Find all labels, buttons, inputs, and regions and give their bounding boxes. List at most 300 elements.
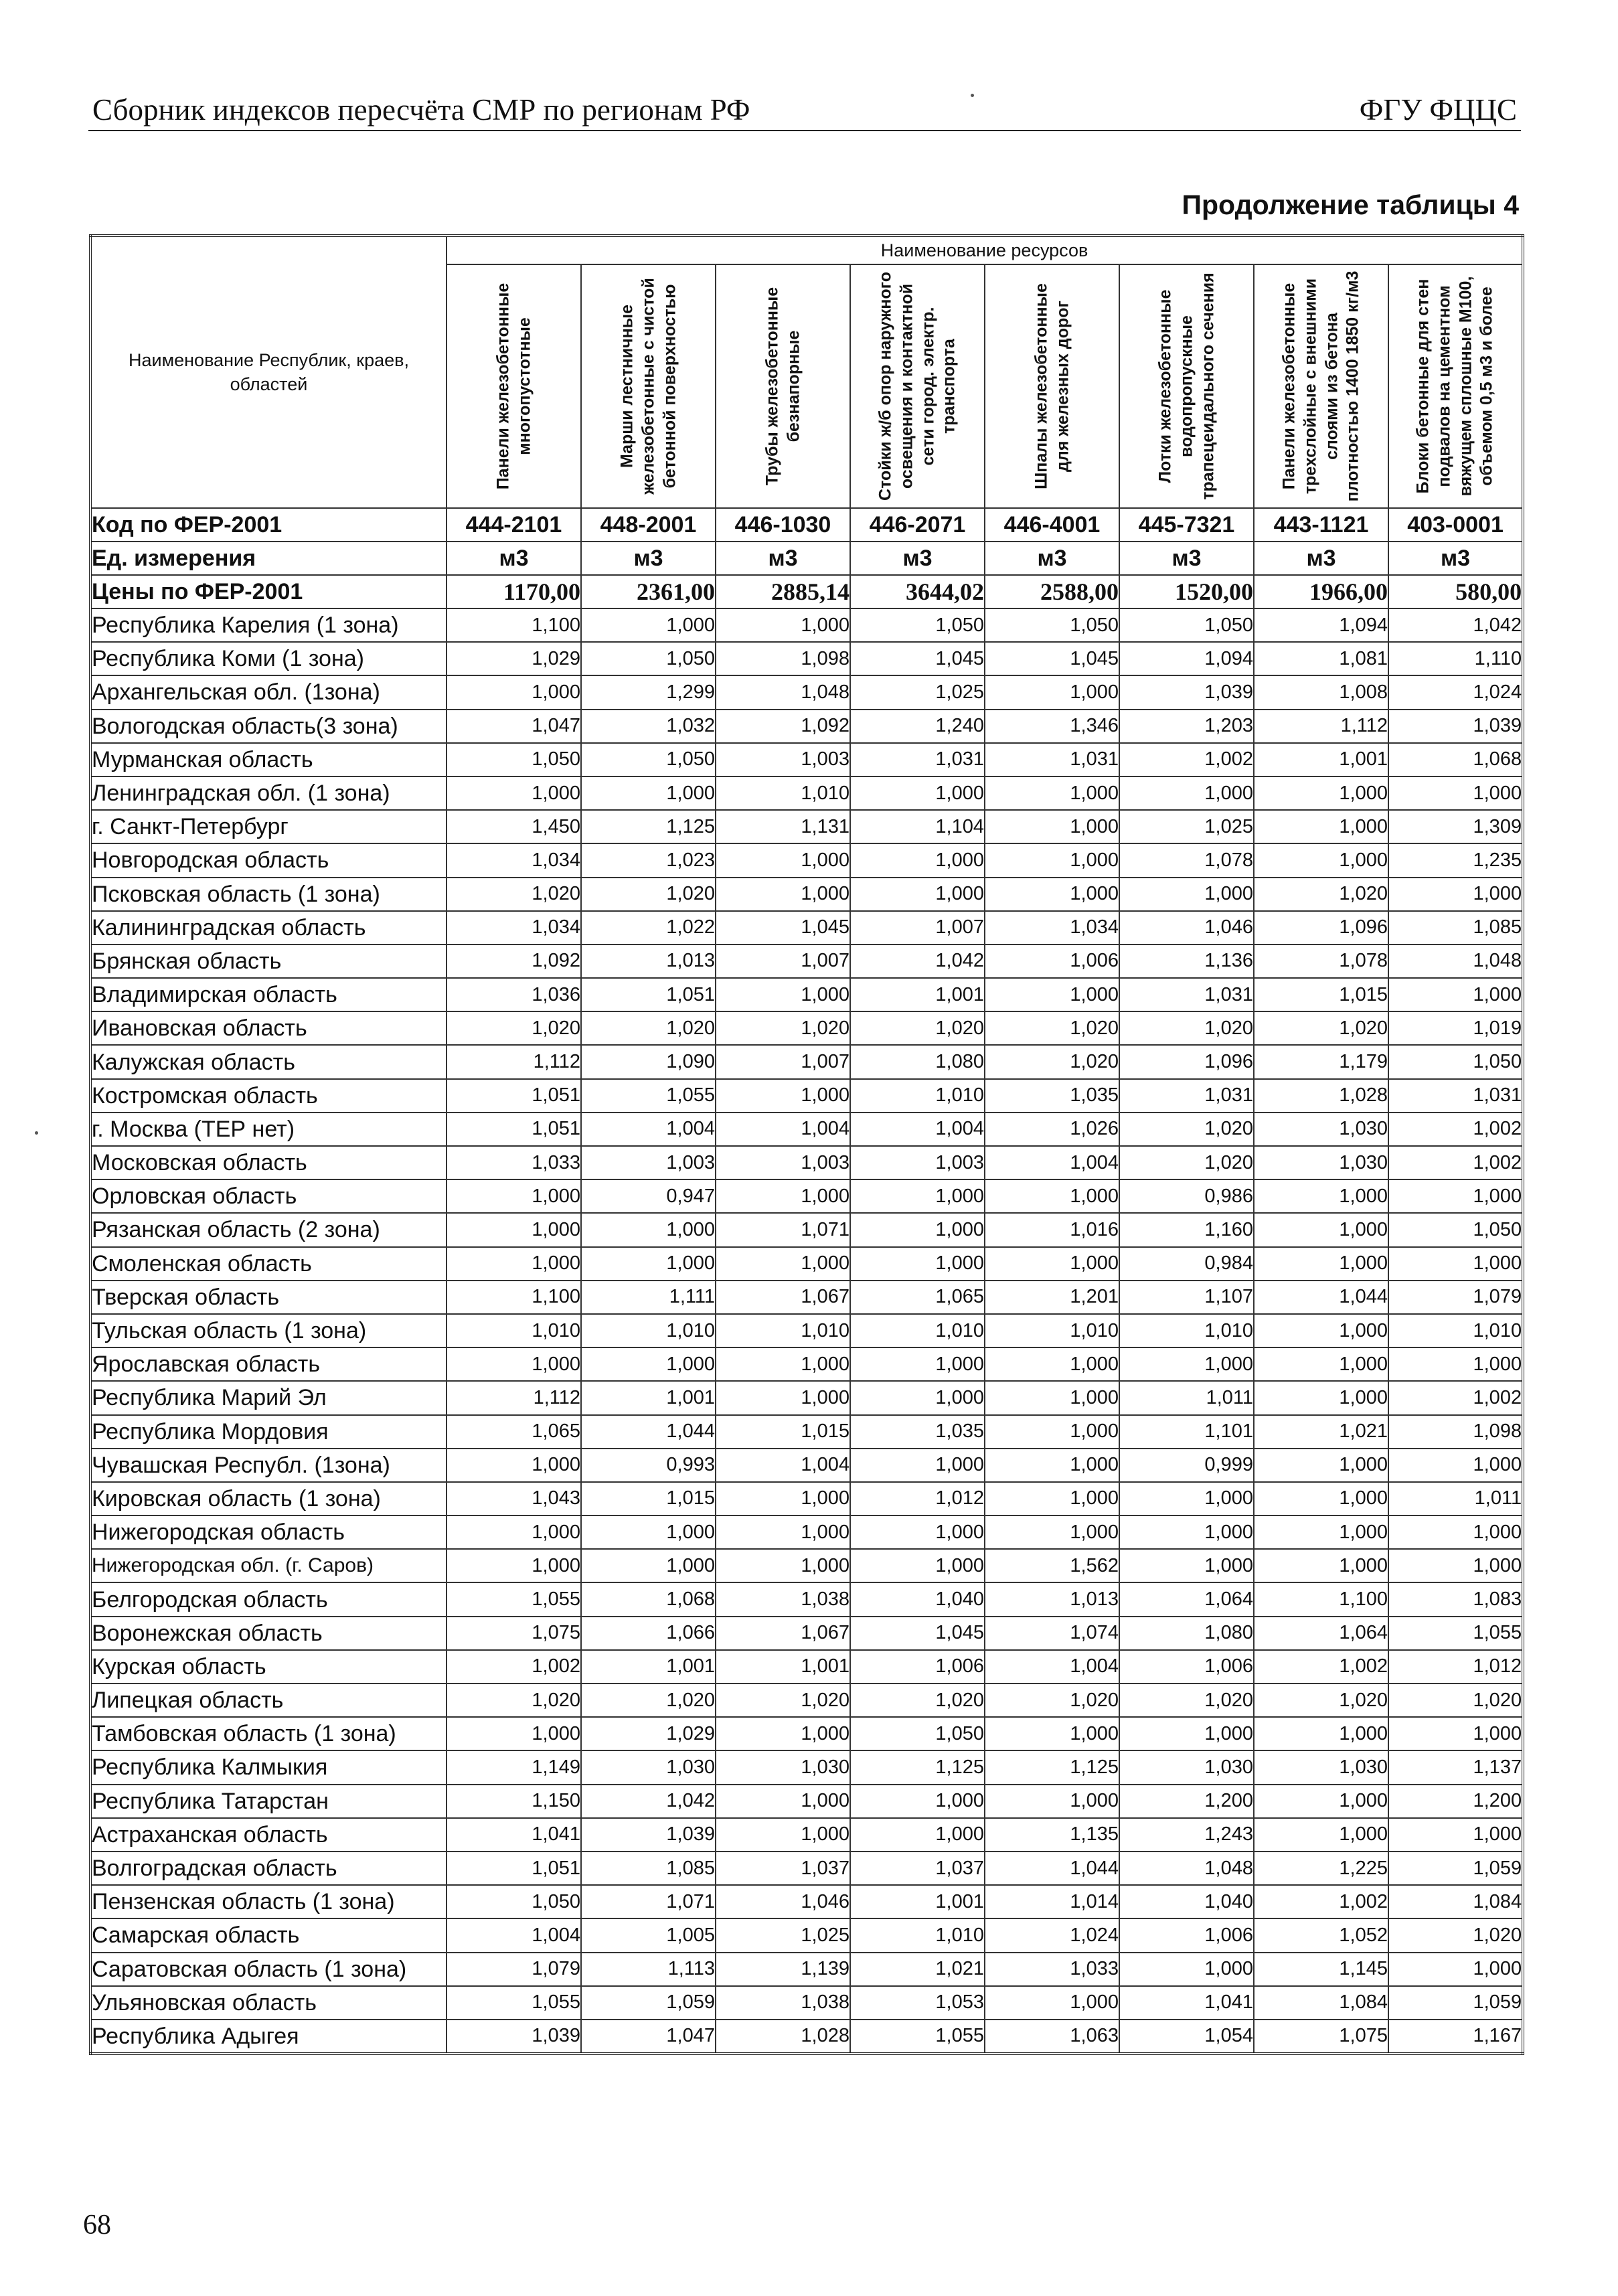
- region-name: Рязанская область (2 зона): [90, 1213, 447, 1246]
- region-name: Ярославская область: [90, 1347, 447, 1381]
- index-value: 1,055: [447, 1986, 581, 2020]
- index-value: 1,050: [985, 608, 1119, 642]
- index-value: 1,028: [1254, 1079, 1388, 1113]
- index-value: 1,562: [985, 1549, 1119, 1582]
- index-value: 1,055: [1388, 1617, 1523, 1650]
- region-name: г. Москва (ТЕР нет): [90, 1113, 447, 1146]
- table-row: [90, 1247, 1523, 1281]
- index-value: 1,000: [850, 843, 985, 877]
- index-value: 1,039: [1388, 710, 1523, 743]
- table-row: [90, 2020, 1523, 2054]
- index-value: 1,071: [581, 1885, 716, 1918]
- index-value: 1,000: [1254, 810, 1388, 843]
- index-value: 1,002: [1388, 1381, 1523, 1414]
- region-name: Тульская область (1 зона): [90, 1314, 447, 1347]
- index-value: 1,000: [716, 1549, 850, 1582]
- resource-code: 446-4001: [985, 508, 1119, 542]
- index-value: 1,100: [1254, 1582, 1388, 1616]
- index-value: 1,004: [850, 1113, 985, 1146]
- index-value: 1,000: [850, 1247, 985, 1281]
- index-value: 1,007: [716, 1045, 850, 1078]
- table-row: [90, 978, 1523, 1011]
- index-value: 1,000: [1119, 1515, 1254, 1549]
- index-value: 1,036: [447, 978, 581, 1011]
- region-name: Самарская область: [90, 1918, 447, 1952]
- index-value: 1,000: [1119, 1549, 1254, 1582]
- index-value: 1,096: [1254, 911, 1388, 945]
- index-value: 1,035: [850, 1415, 985, 1449]
- region-name: Нижегородская обл. (г. Саров): [90, 1549, 447, 1582]
- index-value: 1,020: [1119, 1011, 1254, 1045]
- index-value: 1,179: [1254, 1045, 1388, 1078]
- resource-column-header: [447, 264, 581, 508]
- index-value: 1,020: [850, 1684, 985, 1717]
- table-row: [90, 1213, 1523, 1246]
- index-value: 1,010: [716, 1314, 850, 1347]
- index-value: 1,029: [447, 642, 581, 675]
- index-value: 1,004: [985, 1650, 1119, 1684]
- index-value: 1,014: [985, 1885, 1119, 1918]
- index-value: 1,111: [581, 1281, 716, 1314]
- index-value: 1,007: [716, 945, 850, 978]
- index-value: 1,150: [447, 1785, 581, 1818]
- index-value: 1,030: [1254, 1146, 1388, 1179]
- index-value: 1,000: [1119, 1482, 1254, 1515]
- table-row: [90, 1347, 1523, 1381]
- index-value: 1,067: [716, 1617, 850, 1650]
- index-value: 1,240: [850, 710, 985, 743]
- index-value: 1,050: [447, 743, 581, 776]
- index-value: 1,000: [1254, 1247, 1388, 1281]
- index-value: 1,000: [985, 1179, 1119, 1213]
- region-name: Белгородская область: [90, 1582, 447, 1616]
- index-value: 1,137: [1388, 1750, 1523, 1784]
- index-value: 1,010: [850, 1314, 985, 1347]
- resource-column-title: Стойки ж/б опор наружного освещения и контактной сети город. электр. транспорта: [876, 272, 959, 501]
- table-row: [90, 1314, 1523, 1347]
- index-value: 1,040: [1119, 1885, 1254, 1918]
- resource-code: 446-2071: [850, 508, 985, 542]
- index-value: 1,024: [1388, 675, 1523, 709]
- index-value: 1,001: [716, 1650, 850, 1684]
- table-row: [90, 642, 1523, 675]
- index-value: 1,000: [447, 1549, 581, 1582]
- index-value: 1,145: [1254, 1953, 1388, 1986]
- region-name: Республика Коми (1 зона): [90, 642, 447, 675]
- index-value: 1,029: [581, 1717, 716, 1750]
- region-name: Тамбовская область (1 зона): [90, 1717, 447, 1750]
- index-value: 1,022: [581, 911, 716, 945]
- index-value: 1,000: [1388, 1717, 1523, 1750]
- index-value: 1,030: [716, 1750, 850, 1784]
- index-value: 1,000: [447, 1347, 581, 1381]
- index-value: 1,054: [1119, 2020, 1254, 2054]
- index-value: 1,000: [716, 843, 850, 877]
- index-value: 1,075: [447, 1617, 581, 1650]
- index-value: 1,001: [581, 1381, 716, 1414]
- index-value: 1,125: [850, 1750, 985, 1784]
- index-value: 1,010: [850, 1918, 985, 1952]
- index-value: 1,000: [581, 776, 716, 810]
- resource-unit: м3: [850, 542, 985, 575]
- index-value: 1,042: [581, 1785, 716, 1818]
- index-value: 1,045: [850, 642, 985, 675]
- index-value: 1,051: [447, 1852, 581, 1885]
- index-value: 1,011: [1119, 1381, 1254, 1414]
- resource-unit: м3: [1119, 542, 1254, 575]
- index-value: 1,010: [716, 776, 850, 810]
- index-value: 0,984: [1119, 1247, 1254, 1281]
- region-name: Республика Калмыкия: [90, 1750, 447, 1784]
- index-value: 1,065: [447, 1415, 581, 1449]
- region-name: Саратовская область (1 зона): [90, 1953, 447, 1986]
- table-row: [90, 1079, 1523, 1113]
- index-value: 1,136: [1119, 945, 1254, 978]
- region-name: Псковская область (1 зона): [90, 878, 447, 911]
- resource-column-title: Марши лестничные железобетонные с чистой бетонной поверхностью: [617, 278, 679, 495]
- index-value: 1,000: [1254, 1717, 1388, 1750]
- index-value: 1,450: [447, 810, 581, 843]
- index-value: 1,015: [581, 1482, 716, 1515]
- index-value: 1,020: [716, 1684, 850, 1717]
- index-value: 1,045: [850, 1617, 985, 1650]
- index-value: 1,021: [850, 1953, 985, 1986]
- region-name: Ульяновская область: [90, 1986, 447, 2020]
- index-value: 1,000: [716, 1482, 850, 1515]
- index-value: 1,000: [581, 1213, 716, 1246]
- index-value: 1,048: [1388, 945, 1523, 978]
- index-value: 1,201: [985, 1281, 1119, 1314]
- index-value: 1,000: [985, 1482, 1119, 1515]
- index-value: 1,020: [447, 1684, 581, 1717]
- index-value: 1,000: [850, 1381, 985, 1414]
- index-value: 1,013: [985, 1582, 1119, 1616]
- index-value: 1,016: [985, 1213, 1119, 1246]
- index-value: 1,050: [850, 608, 985, 642]
- index-value: 1,044: [985, 1852, 1119, 1885]
- index-value: 1,052: [1254, 1918, 1388, 1952]
- index-value: 1,000: [1119, 776, 1254, 810]
- region-column-header: Наименование Республик, краев, областей: [90, 236, 447, 508]
- index-value: 1,092: [447, 945, 581, 978]
- index-value: 1,071: [716, 1213, 850, 1246]
- resources-group-header: Наименование ресурсов: [447, 236, 1523, 264]
- region-name: Липецкая область: [90, 1684, 447, 1717]
- table-row: [90, 1415, 1523, 1449]
- region-name: Ивановская область: [90, 1011, 447, 1045]
- index-value: 1,050: [581, 743, 716, 776]
- index-value: 1,000: [716, 878, 850, 911]
- index-value: 1,004: [581, 1113, 716, 1146]
- index-value: 1,020: [1388, 1684, 1523, 1717]
- table-row: [90, 1852, 1523, 1885]
- region-name: Владимирская область: [90, 978, 447, 1011]
- index-value: 1,000: [985, 1986, 1119, 2020]
- index-value: 1,000: [1388, 1247, 1523, 1281]
- index-value: 1,047: [447, 710, 581, 743]
- index-value: 1,090: [581, 1045, 716, 1078]
- index-value: 1,030: [581, 1750, 716, 1784]
- index-value: 1,020: [447, 1011, 581, 1045]
- index-value: 1,000: [985, 810, 1119, 843]
- index-value: 1,078: [1254, 945, 1388, 978]
- index-value: 1,041: [447, 1818, 581, 1852]
- index-value: 1,020: [1388, 1918, 1523, 1952]
- index-value: 1,000: [716, 1079, 850, 1113]
- code-label: Код по ФЕР-2001: [90, 508, 447, 542]
- region-name: Брянская область: [90, 945, 447, 978]
- index-value: 1,002: [1388, 1146, 1523, 1179]
- index-value: 1,004: [985, 1146, 1119, 1179]
- index-value: 1,139: [716, 1953, 850, 1986]
- index-value: 1,006: [850, 1650, 985, 1684]
- index-value: 1,000: [850, 776, 985, 810]
- index-value: 1,010: [447, 1314, 581, 1347]
- index-value: 1,020: [1119, 1113, 1254, 1146]
- index-value: 1,000: [1388, 1953, 1523, 1986]
- index-value: 1,020: [1254, 878, 1388, 911]
- region-name: Волгоградская область: [90, 1852, 447, 1885]
- index-value: 1,002: [447, 1650, 581, 1684]
- index-value: 1,050: [581, 642, 716, 675]
- index-value: 1,020: [985, 1684, 1119, 1717]
- index-value: 1,075: [1254, 2020, 1388, 2054]
- region-name: Кировская область (1 зона): [90, 1482, 447, 1515]
- index-value: 1,000: [850, 1179, 985, 1213]
- table-row: [90, 1986, 1523, 2020]
- index-value: 1,034: [447, 911, 581, 945]
- index-value: 1,020: [447, 878, 581, 911]
- index-value: 1,346: [985, 710, 1119, 743]
- index-value: 1,003: [581, 1146, 716, 1179]
- index-value: 1,000: [1388, 776, 1523, 810]
- index-value: 1,004: [716, 1113, 850, 1146]
- index-value: 1,000: [985, 1515, 1119, 1549]
- index-value: 1,000: [1254, 1179, 1388, 1213]
- index-value: 1,031: [1119, 978, 1254, 1011]
- resource-column-title: Трубы железобетонные безнапорные: [762, 286, 803, 486]
- index-value: 1,200: [1119, 1785, 1254, 1818]
- index-value: 1,000: [1388, 1179, 1523, 1213]
- header-org: ФГУ ФЦЦС: [1359, 93, 1517, 127]
- resource-column-header: [1388, 264, 1523, 508]
- index-value: 1,167: [1388, 2020, 1523, 2054]
- resource-column-header: [581, 264, 716, 508]
- index-value: 1,101: [1119, 1415, 1254, 1449]
- resource-code: 446-1030: [716, 508, 850, 542]
- region-name: Пензенская область (1 зона): [90, 1885, 447, 1918]
- resource-column-title: Блоки бетонные для стен подвалов на цементном вяжущем сплошные М100, объемом 0,5 м3 и более: [1413, 276, 1496, 497]
- table-row: [90, 1381, 1523, 1414]
- index-value: 1,000: [581, 1515, 716, 1549]
- region-name: Архангельская обл. (1зона): [90, 675, 447, 709]
- index-value: 1,051: [447, 1113, 581, 1146]
- index-value: 1,160: [1119, 1213, 1254, 1246]
- resource-unit: м3: [1388, 542, 1523, 575]
- index-value: 1,055: [447, 1582, 581, 1616]
- index-value: 1,010: [581, 1314, 716, 1347]
- index-value: 1,028: [716, 2020, 850, 2054]
- index-value: 1,003: [850, 1146, 985, 1179]
- resource-unit: м3: [1254, 542, 1388, 575]
- table-row: [90, 1515, 1523, 1549]
- index-value: 1,149: [447, 1750, 581, 1784]
- table-row: [90, 1146, 1523, 1179]
- index-value: 1,048: [716, 675, 850, 709]
- index-value: 1,000: [1388, 1818, 1523, 1852]
- index-value: 1,000: [447, 1247, 581, 1281]
- table-row: [90, 1717, 1523, 1750]
- index-value: 1,001: [581, 1650, 716, 1684]
- table-row: [90, 1818, 1523, 1852]
- index-value: 1,078: [1119, 843, 1254, 877]
- index-value: 1,020: [1254, 1684, 1388, 1717]
- index-value: 1,038: [716, 1986, 850, 2020]
- index-value: 1,064: [1254, 1617, 1388, 1650]
- table-row: [90, 810, 1523, 843]
- index-value: 1,019: [1388, 1011, 1523, 1045]
- table-row: [90, 1918, 1523, 1952]
- index-value: 1,004: [716, 1449, 850, 1482]
- index-value: 1,003: [716, 1146, 850, 1179]
- region-name: Тверская область: [90, 1281, 447, 1314]
- table-row: [90, 1549, 1523, 1582]
- index-value: 1,079: [447, 1953, 581, 1986]
- index-value: 1,000: [716, 608, 850, 642]
- resource-unit: м3: [581, 542, 716, 575]
- index-value: 1,309: [1388, 810, 1523, 843]
- resource-price: 2885,14: [716, 575, 850, 608]
- resource-unit: м3: [985, 542, 1119, 575]
- index-value: 1,068: [581, 1582, 716, 1616]
- index-value: 1,084: [1254, 1986, 1388, 2020]
- index-value: 1,000: [850, 1515, 985, 1549]
- index-value: 1,059: [581, 1986, 716, 2020]
- region-name: Курская область: [90, 1650, 447, 1684]
- index-value: 1,020: [850, 1011, 985, 1045]
- index-value: 1,000: [1388, 878, 1523, 911]
- index-value: 1,048: [1119, 1852, 1254, 1885]
- index-value: 1,002: [1119, 743, 1254, 776]
- index-value: 1,055: [581, 1079, 716, 1113]
- index-value: 1,000: [985, 843, 1119, 877]
- index-value: 1,000: [1254, 1347, 1388, 1381]
- index-value: 1,000: [581, 1347, 716, 1381]
- table-row: [90, 1113, 1523, 1146]
- index-value: 1,000: [1254, 1515, 1388, 1549]
- index-value: 1,010: [1388, 1314, 1523, 1347]
- region-name: г. Санкт-Петербург: [90, 810, 447, 843]
- index-value: 1,006: [1119, 1650, 1254, 1684]
- resource-column-header: [850, 264, 985, 508]
- index-value: 1,046: [1119, 911, 1254, 945]
- index-value: 1,024: [985, 1918, 1119, 1952]
- index-value: 1,004: [447, 1918, 581, 1952]
- index-value: 1,096: [1119, 1045, 1254, 1078]
- index-value: 1,000: [447, 1515, 581, 1549]
- index-value: 1,000: [1254, 1449, 1388, 1482]
- index-value: 1,050: [1388, 1045, 1523, 1078]
- table-continuation-caption: Продолжение таблицы 4: [1182, 189, 1519, 220]
- table-row: [90, 1449, 1523, 1482]
- resource-code: 445-7321: [1119, 508, 1254, 542]
- index-value: 1,112: [447, 1381, 581, 1414]
- index-value: 1,068: [1388, 743, 1523, 776]
- index-value: 1,020: [1119, 1146, 1254, 1179]
- index-value: 1,031: [850, 743, 985, 776]
- index-value: 1,051: [581, 978, 716, 1011]
- index-value: 1,000: [1254, 1785, 1388, 1818]
- index-value: 1,000: [447, 1179, 581, 1213]
- index-value: 0,999: [1119, 1449, 1254, 1482]
- table-row: [90, 1011, 1523, 1045]
- index-value: 1,081: [1254, 642, 1388, 675]
- index-value: 1,031: [985, 743, 1119, 776]
- index-value: 1,000: [850, 878, 985, 911]
- index-value: 1,020: [581, 878, 716, 911]
- index-value: 0,993: [581, 1449, 716, 1482]
- index-value: 1,059: [1388, 1852, 1523, 1885]
- index-value: 1,051: [447, 1079, 581, 1113]
- index-value: 1,034: [447, 843, 581, 877]
- index-value: 1,000: [447, 1449, 581, 1482]
- index-value: 1,002: [1388, 1113, 1523, 1146]
- index-value: 1,000: [850, 1818, 985, 1852]
- index-value: 1,031: [1388, 1079, 1523, 1113]
- resource-price: 3644,02: [850, 575, 985, 608]
- resource-unit: м3: [716, 542, 850, 575]
- region-name: Калужская область: [90, 1045, 447, 1078]
- index-value: 1,107: [1119, 1281, 1254, 1314]
- index-value: 1,000: [1388, 1549, 1523, 1582]
- index-value: 1,000: [1388, 1515, 1523, 1549]
- region-name: Московская область: [90, 1146, 447, 1179]
- index-value: 1,045: [716, 911, 850, 945]
- index-value: 1,050: [447, 1885, 581, 1918]
- index-value: 1,044: [581, 1415, 716, 1449]
- index-value: 1,020: [1254, 1011, 1388, 1045]
- index-value: 1,112: [1254, 710, 1388, 743]
- index-value: 1,050: [1119, 608, 1254, 642]
- index-value: 1,112: [447, 1045, 581, 1078]
- index-value: 1,043: [447, 1482, 581, 1515]
- index-value: 1,000: [581, 1549, 716, 1582]
- index-value: 1,000: [716, 1515, 850, 1549]
- index-value: 1,042: [1388, 608, 1523, 642]
- region-name: Костромская область: [90, 1079, 447, 1113]
- index-value: 1,000: [716, 1247, 850, 1281]
- index-value: 1,064: [1119, 1582, 1254, 1616]
- unit-label: Ед. измерения: [90, 542, 447, 575]
- table-row: [90, 1750, 1523, 1784]
- table-row: [90, 1179, 1523, 1213]
- index-value: 1,000: [1119, 1347, 1254, 1381]
- index-value: 1,125: [985, 1750, 1119, 1784]
- index-value: 1,046: [716, 1885, 850, 1918]
- index-value: 1,000: [581, 1247, 716, 1281]
- index-value: 1,074: [985, 1617, 1119, 1650]
- index-value: 1,110: [1388, 642, 1523, 675]
- scan-speck: [971, 94, 974, 97]
- index-value: 1,100: [447, 608, 581, 642]
- index-value: 1,011: [1388, 1482, 1523, 1515]
- index-value: 1,053: [850, 1986, 985, 2020]
- region-name: Новгородская область: [90, 843, 447, 877]
- resource-column-header: [716, 264, 850, 508]
- index-value: 1,007: [850, 911, 985, 945]
- index-value: 1,000: [1254, 1314, 1388, 1347]
- index-value: 1,025: [1119, 810, 1254, 843]
